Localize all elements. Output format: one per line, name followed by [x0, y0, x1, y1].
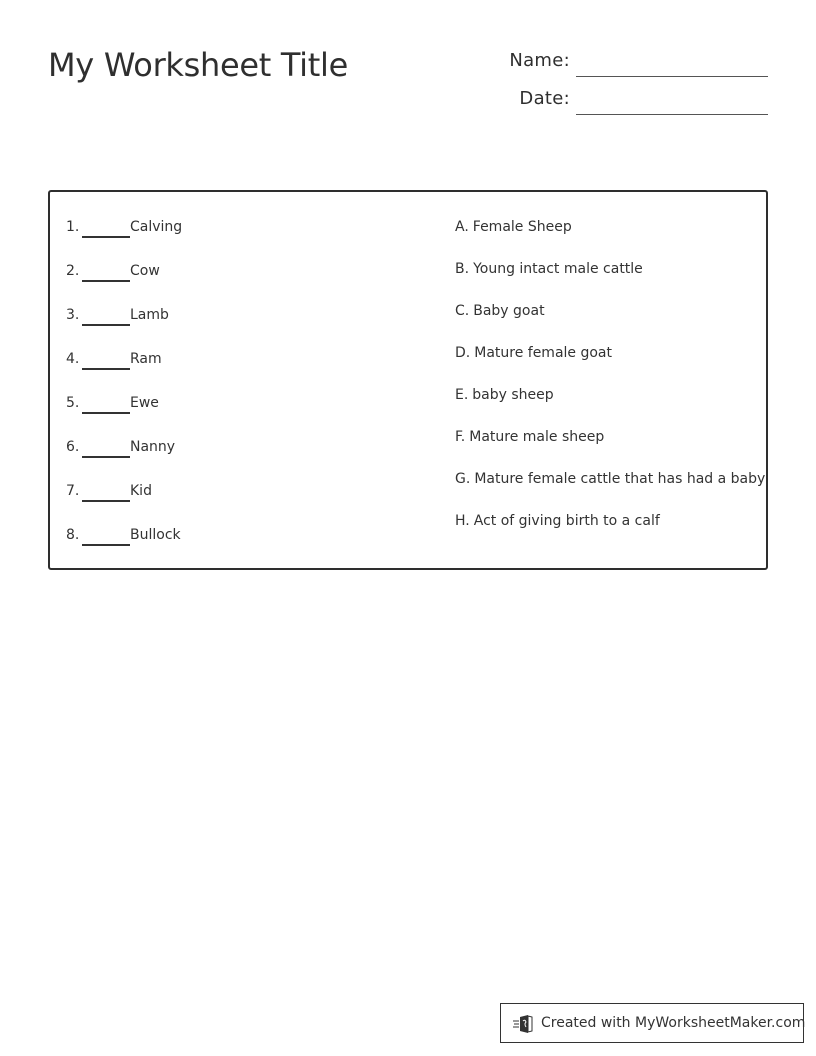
definition-text: Mature male sheep: [469, 429, 605, 445]
term-item: [66, 304, 366, 348]
definition-text: Mature female goat: [474, 345, 612, 361]
term-number: 3.: [66, 307, 80, 323]
definition-letter: G.: [455, 471, 471, 487]
definition-item: [455, 513, 765, 555]
term-number: 6.: [66, 439, 80, 455]
matching-panel: [48, 190, 768, 570]
definition-letter: F.: [455, 429, 466, 445]
definition-letter: A.: [455, 219, 469, 235]
term-text: Calving: [130, 219, 183, 235]
answer-blank: [82, 236, 130, 238]
page-title: My Worksheet Title: [48, 46, 348, 84]
date-field: [490, 88, 768, 118]
term-list: [66, 216, 366, 568]
term-text: Lamb: [130, 307, 169, 323]
definition-text: Baby goat: [473, 303, 545, 319]
definition-item: [455, 345, 765, 387]
term-number: 2.: [66, 263, 80, 279]
answer-blank: [82, 456, 130, 458]
answer-blank: [82, 324, 130, 326]
answer-blank: [82, 544, 130, 546]
term-item: [66, 524, 366, 568]
term-text: Cow: [130, 263, 160, 279]
definition-text: Female Sheep: [472, 219, 572, 235]
definition-text: baby sheep: [472, 387, 554, 403]
term-text: Bullock: [130, 527, 181, 543]
definition-item: [455, 387, 765, 429]
answer-blank: [82, 412, 130, 414]
term-item: [66, 436, 366, 480]
date-line: [576, 114, 768, 115]
term-item: [66, 260, 366, 304]
term-text: Ram: [130, 351, 162, 367]
definition-letter: H.: [455, 513, 470, 529]
term-item: [66, 348, 366, 392]
date-label: Date:: [519, 88, 570, 109]
term-text: Nanny: [130, 439, 176, 455]
definition-item: [455, 261, 765, 303]
definition-letter: D.: [455, 345, 471, 361]
term-text: Ewe: [130, 395, 159, 411]
answer-blank: [82, 368, 130, 370]
definition-item: [455, 219, 765, 261]
definition-text: Act of giving birth to a calf: [473, 513, 660, 529]
definition-letter: E.: [455, 387, 469, 403]
term-number: 4.: [66, 351, 80, 367]
definition-text: Mature female cattle that has had a baby: [474, 471, 766, 487]
term-number: 1.: [66, 219, 80, 235]
footer-credit[interactable]: [500, 1003, 804, 1043]
definition-letter: C.: [455, 303, 470, 319]
footer-text: Created with MyWorksheetMaker.com: [541, 1015, 806, 1031]
definition-list: [455, 219, 765, 555]
answer-blank: [82, 280, 130, 282]
name-field: [490, 50, 768, 80]
definition-item: [455, 429, 765, 471]
definition-item: [455, 303, 765, 345]
term-item: [66, 392, 366, 436]
term-number: 5.: [66, 395, 80, 411]
term-number: 7.: [66, 483, 80, 499]
definition-item: [455, 471, 765, 513]
term-number: 8.: [66, 527, 80, 543]
term-item: [66, 216, 366, 260]
worksheet-maker-logo-icon: [513, 1014, 533, 1034]
term-item: [66, 480, 366, 524]
definition-text: Young intact male cattle: [473, 261, 643, 277]
answer-blank: [82, 500, 130, 502]
name-label: Name:: [509, 50, 570, 71]
name-line: [576, 76, 768, 77]
definition-letter: B.: [455, 261, 470, 277]
term-text: Kid: [130, 483, 152, 499]
